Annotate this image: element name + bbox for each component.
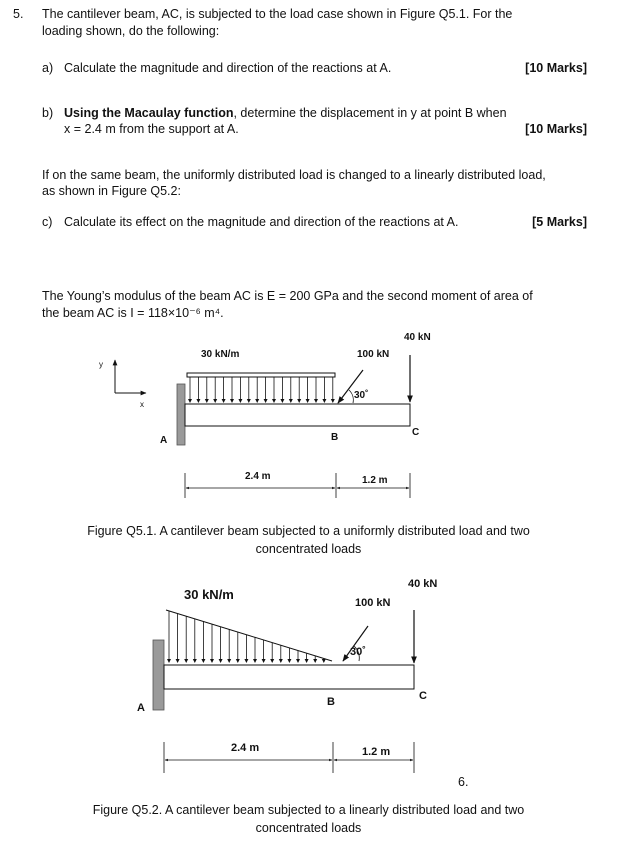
ldl-arrow-head bbox=[322, 659, 326, 663]
point-b-label: B bbox=[331, 432, 339, 443]
ldl-arrow-head bbox=[253, 659, 257, 663]
ldl-arrow-head bbox=[279, 659, 283, 663]
dimension-1-2m: 1.2 m bbox=[362, 475, 388, 486]
page-number: 6. bbox=[458, 775, 469, 789]
part-c-text: Calculate its effect on the magnitude and direction of the reactions at A. bbox=[64, 215, 459, 229]
dimension-2-4m-2: 2.4 m bbox=[231, 742, 260, 754]
change-line-2: as shown in Figure Q5.2: bbox=[42, 184, 181, 198]
macaulay-emphasis: Using the Macaulay function bbox=[64, 106, 234, 120]
beam-ac-2 bbox=[164, 665, 414, 689]
props-line-1: The Young’s modulus of the beam AC is E = 200 GPa and the second moment of area of bbox=[42, 289, 533, 303]
figure-2-caption-line-1: Figure Q5.2. A cantilever beam subjected to a linearly distributed load and two bbox=[92, 803, 525, 817]
ldl-load bbox=[166, 610, 332, 663]
force-40kn-label-2: 40 kN bbox=[408, 578, 438, 590]
intro-line-1: The cantilever beam, AC, is subjected to the load case shown in Figure Q5.1. For the bbox=[42, 7, 513, 21]
question-number: 5. bbox=[13, 7, 24, 21]
ldl-arrow-head bbox=[313, 659, 317, 663]
ldl-arrow-head bbox=[219, 659, 223, 663]
point-c-label: C bbox=[412, 427, 420, 438]
ldl-arrow-head bbox=[184, 659, 188, 663]
ldl-arrow-head bbox=[227, 659, 231, 663]
dimension-2-4m: 2.4 m bbox=[245, 471, 271, 482]
ldl-arrow-head bbox=[236, 659, 240, 663]
ldl-arrow-head bbox=[176, 659, 180, 663]
part-a-marks: [10 Marks] bbox=[525, 61, 587, 75]
ldl-arrow-head bbox=[296, 659, 300, 663]
force-40kn-label: 40 kN bbox=[404, 332, 431, 343]
axis-y-label: y bbox=[99, 360, 103, 369]
ldl-arrow-head bbox=[210, 659, 214, 663]
props-line-2: the beam AC is I = 118×10⁻⁶ m⁴. bbox=[42, 306, 224, 320]
intro-line-2: loading shown, do the following: bbox=[42, 24, 220, 38]
figure-2-caption-line-2: concentrated loads bbox=[255, 821, 362, 835]
dimension-1-2m-2: 1.2 m bbox=[362, 746, 391, 758]
part-b-text-1: , determine the displacement in y at point B when bbox=[233, 106, 507, 120]
force-100kn-label-2: 100 kN bbox=[355, 597, 391, 609]
part-a-label: a) bbox=[42, 61, 54, 75]
ldl-arrow-head bbox=[270, 659, 274, 663]
point-a-label: A bbox=[160, 435, 168, 446]
part-c-label: c) bbox=[42, 215, 53, 229]
ldl-label: 30 kN/m bbox=[184, 587, 234, 602]
part-b-line-2: x = 2.4 m from the support at A. bbox=[64, 122, 239, 136]
ldl-arrow-head bbox=[167, 659, 171, 663]
angle-label: 30˚ bbox=[354, 390, 369, 401]
point-c-label-2: C bbox=[419, 690, 427, 702]
ldl-arrow-head bbox=[244, 659, 248, 663]
force-100kn-label: 100 kN bbox=[357, 349, 390, 360]
ldl-arrow-head bbox=[201, 659, 205, 663]
point-b-label-2: B bbox=[327, 696, 335, 708]
ldl-arrow-head bbox=[287, 659, 291, 663]
ldl-arrow-head bbox=[305, 659, 309, 663]
part-a-text: Calculate the magnitude and direction of the reactions at A. bbox=[64, 61, 392, 75]
part-c-marks: [5 Marks] bbox=[532, 215, 587, 229]
figure-1-caption-line-2: concentrated loads bbox=[255, 542, 362, 556]
ldl-arrow-head bbox=[262, 659, 266, 663]
angle-label-2: 30˚ bbox=[350, 646, 366, 658]
axis-x-label: x bbox=[140, 400, 144, 409]
fixed-support-a-2 bbox=[153, 640, 164, 710]
ldl-arrow-head bbox=[193, 659, 197, 663]
figure-1-caption-line-1: Figure Q5.1. A cantilever beam subjected to a uniformly distributed load and two bbox=[87, 524, 530, 538]
point-a-label-2: A bbox=[137, 702, 145, 714]
part-b-label: b) bbox=[42, 106, 54, 120]
part-b-marks: [10 Marks] bbox=[525, 122, 587, 136]
change-line-1: If on the same beam, the uniformly distributed load is changed to a linearly distributed load, bbox=[42, 168, 546, 182]
udl-label: 30 kN/m bbox=[201, 349, 240, 360]
